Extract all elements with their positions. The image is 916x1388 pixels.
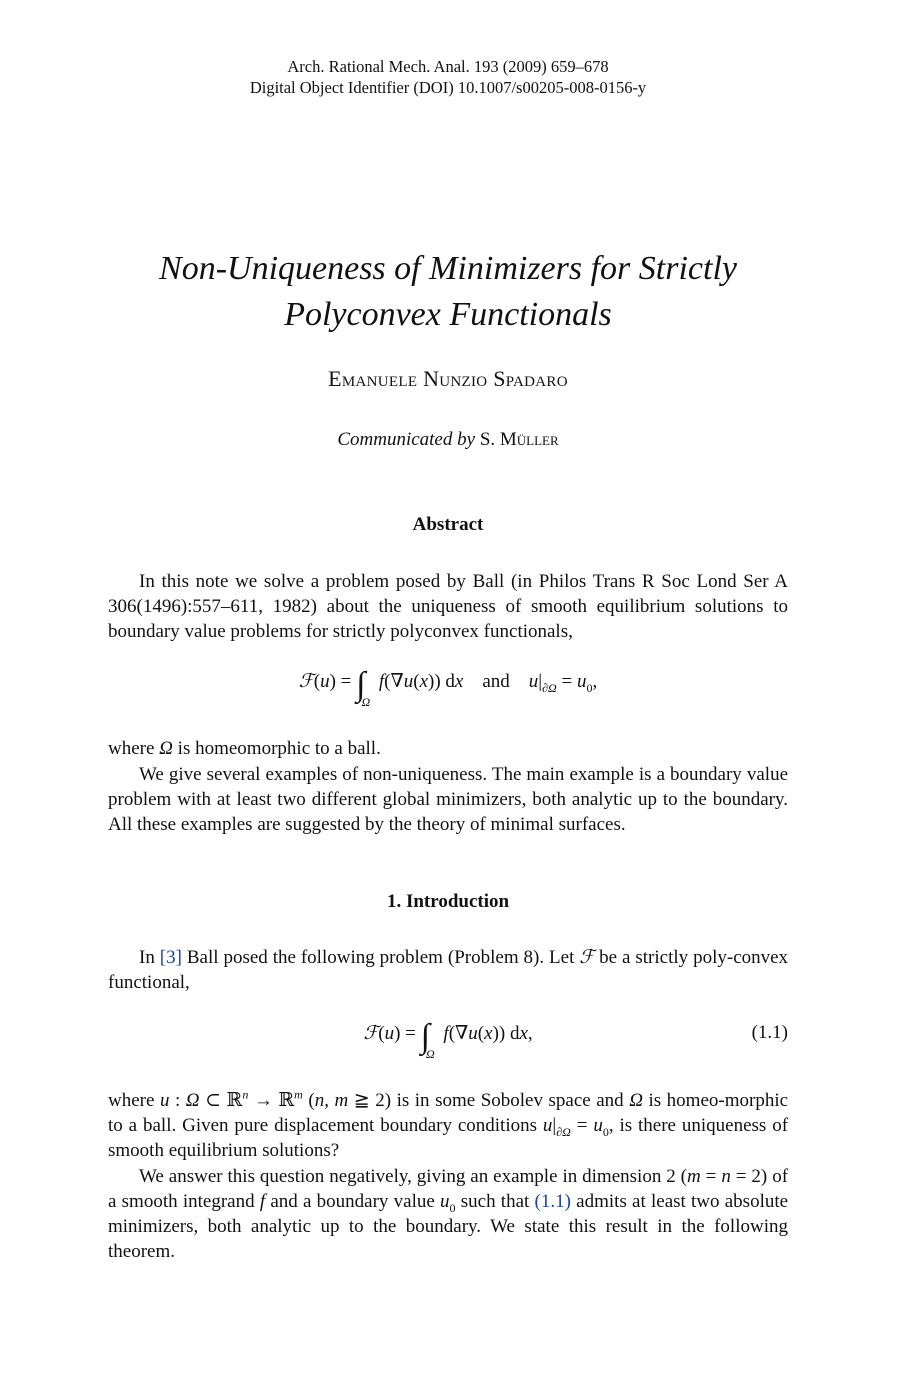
- intro-p2-text: is in some Sobolev space and: [396, 1090, 624, 1111]
- intro-p3-text: We answer this question negatively, giving an example in dimension 2: [139, 1166, 676, 1187]
- abstract-paragraph-3: We give several examples of non-uniqueness. The main example is a boundary value problem with at least two different global minimizers, both analytic up to the boundary. All these examples are suggested by the theory of minimal surfaces.: [108, 764, 788, 835]
- abstract-heading: Abstract: [412, 514, 484, 535]
- equation-and: and: [482, 671, 510, 692]
- abstract-equation: ℱ(u) = $\int_\Omega$ f(∇u(x)) dx and $u|_{\partial\Omega} = u_0$,: [298, 666, 598, 709]
- intro-p1-text: be a strictly poly-convex functional,: [108, 947, 789, 993]
- intro-paragraph-3: We answer this question negatively, giving an example in dimension 2 (m = n = 2) of a smooth integrand f and a boundary value $u_0$ such that (1.1) admits at least two absolute minimizers, both analytic up to the boundary. We state this result in the following theorem.: [108, 1166, 789, 1262]
- doi-line: Digital Object Identifier (DOI) 10.1007/s00205-008-0156-y: [249, 78, 647, 97]
- journal-header: [108, 56, 788, 98]
- journal-citation: Arch. Rational Mech. Anal. 193 (2009) 659–678: [287, 57, 609, 76]
- intro-p2-text: where: [108, 1090, 155, 1111]
- intro-p3-text: admits at least two absolute minimizers, both analytic up to the boundary. We state this result in the following theorem.: [108, 1191, 789, 1262]
- equation-1-1: ℱ(u) = $\int_\Omega$ f(∇u(x)) dx, (1.1): [363, 1018, 788, 1061]
- intro-p2-text: , is there uniqueness of smooth equilibrium solutions?: [108, 1115, 789, 1161]
- title-line-2: Polyconvex Functionals: [284, 296, 612, 333]
- equation-link-1-1[interactable]: (1.1): [534, 1191, 571, 1212]
- intro-p1-text: In: [139, 947, 155, 968]
- ball-statement: is homeomorphic to a ball.: [177, 738, 381, 759]
- where-word: where: [108, 738, 155, 759]
- abstract-paragraph-2: where Ω is homeomorphic to a ball.: [108, 738, 381, 759]
- equation-number: (1.1): [751, 1022, 788, 1043]
- section-heading-introduction: 1. Introduction: [386, 891, 510, 912]
- communicated-prefix: Communicated by: [337, 429, 476, 450]
- communicated-by: [108, 429, 788, 451]
- intro-paragraph-2: where u : Ω ⊂ ℝ$^n$ → ℝ$^m$ (n, m ≧ 2) is in some Sobolev space and Ω is homeo-morphic to a ball. Given pure displacement boundary conditions $u|_{\partial\Omega} = u_0$, is there uniqueness of smooth equilibrium solutions?: [108, 1087, 789, 1161]
- intro-paragraph-1: In [3] Ball posed the following problem (Problem 8). Let ℱ be a strictly poly-convex functional,: [108, 946, 789, 993]
- paper-title: [88, 246, 808, 338]
- citation-link-3[interactable]: [3]: [159, 947, 182, 968]
- author-name: Emanuele Nunzio Spadaro: [328, 366, 568, 391]
- intro-p2-text: is homeo-morphic to a ball. Given pure displacement boundary conditions: [108, 1090, 789, 1136]
- intro-p3-text: and a boundary value: [270, 1191, 435, 1212]
- intro-p3-text: such that: [460, 1191, 530, 1212]
- intro-p3-text: of a smooth integrand: [108, 1166, 789, 1212]
- intro-p1-text: Ball posed the following problem (Problem 8). Let: [186, 947, 575, 968]
- title-line-1: Non-Uniqueness of Minimizers for Strictly: [159, 250, 737, 287]
- abstract-paragraph-1: In this note we solve a problem posed by Ball (in Philos Trans R Soc Lond Ser A 306(1496):557–611, 1982) about the uniqueness of smooth equilibrium solutions to boundary value problems for strictly polyconvex functionals,: [108, 571, 788, 642]
- communicator-name: S. Müller: [479, 429, 559, 450]
